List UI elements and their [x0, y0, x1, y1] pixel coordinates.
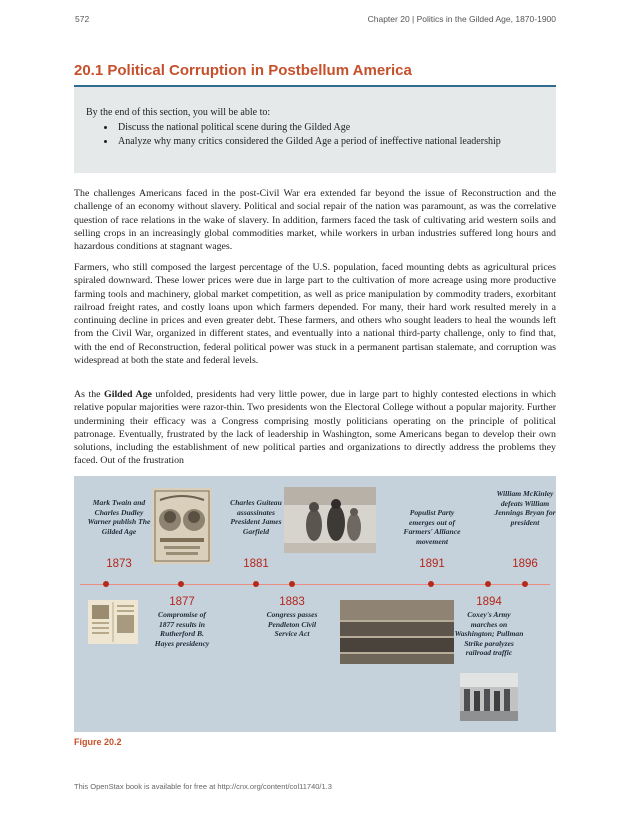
- page-number: 572: [75, 14, 90, 24]
- page-footer: This OpenStax book is available for free at http://cnx.org/content/col11740/1.3: [74, 782, 332, 791]
- event-1873-year: 1873: [106, 558, 132, 570]
- section-title: 20.1 Political Corruption in Postbellum America: [74, 62, 412, 79]
- assassination-illustration-image: [284, 487, 376, 553]
- learning-objectives-box: [74, 85, 556, 173]
- paragraph-3-body: unfolded, presidents had very little power, due in large part to highly contested elections in which relative popular majorities were razor-thin. Two presidents won the Electoral College without a popular majority. Further undermining their efficacy was a Congress comprising mostly politicians operating on the principle of political patronage. Eventually, frustrated by the lack of leadership in Washington, some Americans began to develop their own solutions, including the establishment of new political parties and organizations to directly address the problems they faced. Out of the frustration: [74, 389, 556, 467]
- event-1883-year: 1883: [279, 596, 305, 608]
- timeline-marker-1896: [522, 581, 528, 587]
- timeline-marker-1873: [103, 581, 109, 587]
- objectives-intro: By the end of this section, you will be able to:: [86, 107, 271, 118]
- timeline-marker-1881: [253, 581, 259, 587]
- timeline-marker-1891: [428, 581, 434, 587]
- chapter-header: Chapter 20 | Politics in the Gilded Age, 1870-1900: [367, 14, 556, 24]
- event-1877-text: Compromise of 1877 results in Rutherford B. Hayes presidency: [154, 610, 210, 648]
- objective-item: • Discuss the national political scene during the Gilded Age: [116, 121, 546, 135]
- paragraph-3-lead: As the: [74, 389, 105, 400]
- event-1891-year: 1891: [419, 558, 445, 570]
- pullman-strike-photo: [460, 673, 518, 721]
- paragraph-3: [74, 388, 556, 468]
- figure-caption: Figure 20.2: [74, 737, 122, 747]
- timeline-axis: [80, 584, 550, 585]
- paragraph-2: Farmers, who still composed the largest percentage of the U.S. population, faced mounting debts as agricultural prices spiraled downward. These lower prices were due in large part to the cultivation of more acreage using more productive farming tools and machinery, global market competition, as well as price manipulation by commodity traders, exorbitant railroad freight rates, and costly loans upon which farmers depended. For many, their hard work resulted merely in a continuing decline in prices and even greater debt. These farmers, and others who sought leaders to heal the wounds left from the Civil War, organized in different states, and eventually into a national third-party challenge, only to find that, with the end of Reconstruction, federal political power was stuck in a permanent partisan stalemate, and corruption was widespread at both the state and federal levels.: [74, 262, 556, 367]
- objective-item: • Analyze why many critics considered the Gilded Age a period of ineffective national leadership: [116, 135, 546, 149]
- event-1881-text: Charles Guiteau assassinates President James Garfield: [230, 498, 282, 536]
- event-1894-text: Coxey's Army marches on Washington; Pullman Strike paralyzes railroad traffic: [454, 610, 524, 658]
- event-1883-text: Congress passes Pendleton Civil Service Act: [266, 610, 318, 639]
- campaign-poster-image: [152, 488, 212, 564]
- event-1873-text: Mark Twain and Charles Dudley Warner publish The Gilded Age: [87, 498, 151, 536]
- paragraph-1: The challenges Americans faced in the post-Civil War era extended far beyond the issue of Reconstruction and the challenge of an economy without slavery. Political and social repair of the nation was paramount, as was the correlative question of race relations in the wake of slavery. In addition, farmers faced the task of cultivating arid western soils and selling crops in an increasingly global commodities market, while workers in urban industries suffered long hours and hazardous conditions at stagnant wages.: [74, 188, 556, 253]
- timeline-marker-1883: [289, 581, 295, 587]
- event-1896-text: William McKinley defeats William Jennings Bryan for president: [494, 489, 556, 527]
- event-1891-text: Populist Party emerges out of Farmers' Alliance movement: [403, 508, 461, 546]
- event-1894-year: 1894: [476, 596, 502, 608]
- timeline-figure: [74, 476, 556, 732]
- event-1896-year: 1896: [512, 558, 538, 570]
- event-1877-year: 1877: [169, 596, 195, 608]
- coxeys-army-photo: [340, 600, 454, 664]
- event-1881-year: 1881: [243, 558, 269, 570]
- key-term-gilded-age: Gilded Age: [104, 389, 152, 400]
- timeline-marker-1894: [485, 581, 491, 587]
- timeline-marker-1877: [178, 581, 184, 587]
- gilded-age-book-image: [88, 600, 138, 644]
- objectives-list: [86, 121, 546, 149]
